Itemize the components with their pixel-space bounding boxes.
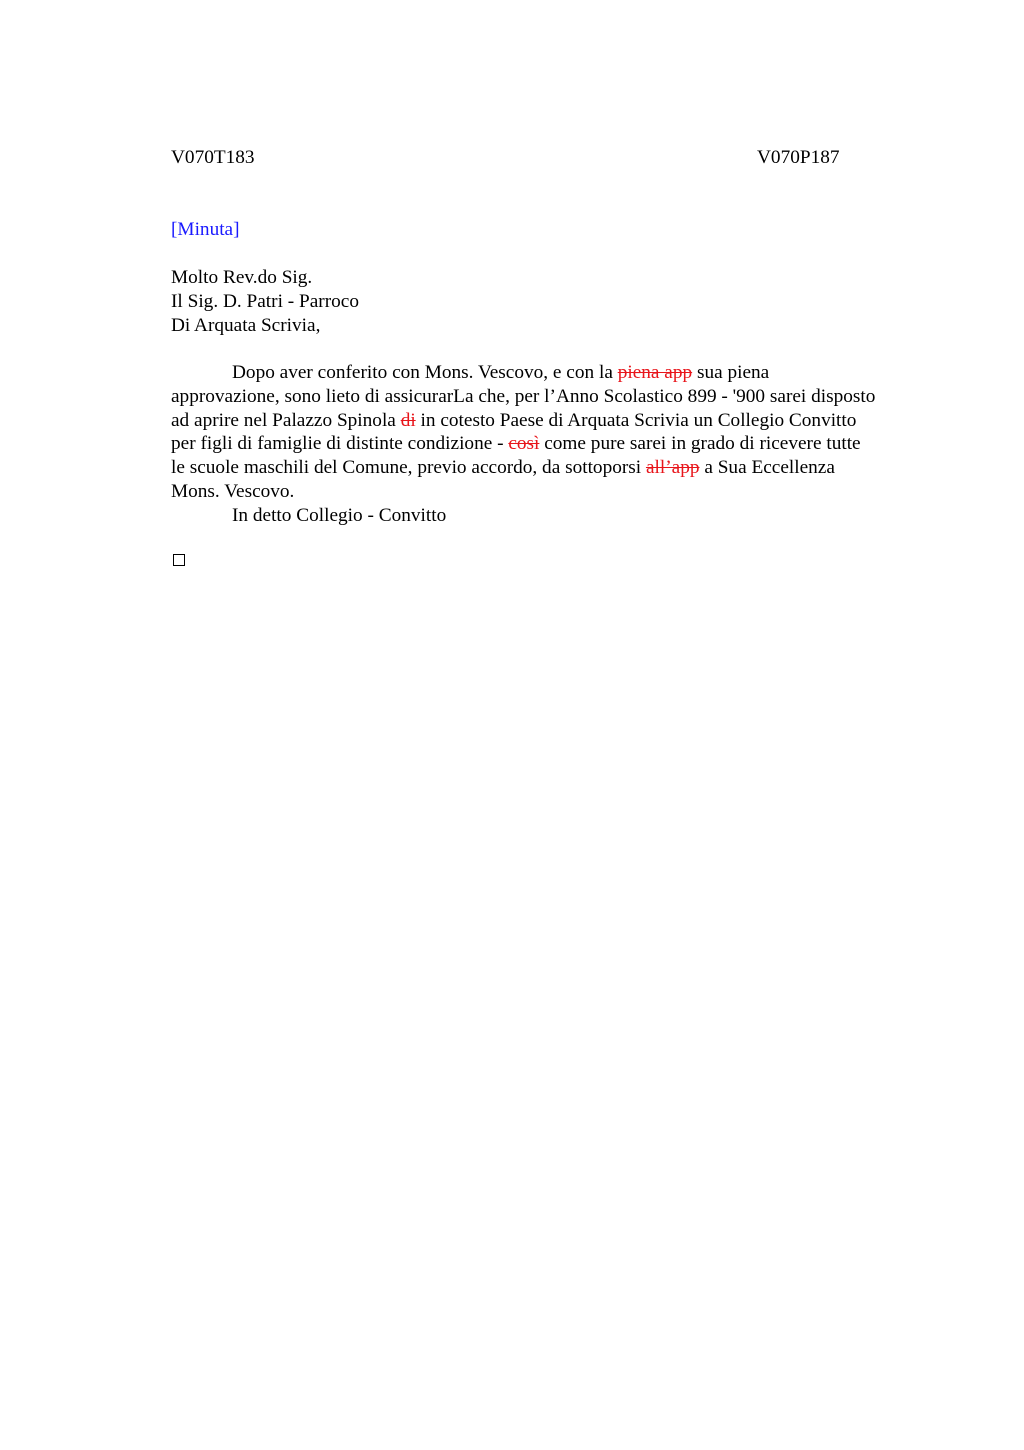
letter-body bbox=[171, 361, 927, 528]
body-line: Mons. Vescovo. bbox=[171, 480, 295, 502]
body-line bbox=[171, 361, 927, 385]
address-block bbox=[171, 266, 359, 338]
body-text: come pure sarei in grado di ricevere tutte bbox=[539, 433, 861, 455]
body-text: in cotesto Paese di Arquata Scrivia un Collegio Convitto bbox=[415, 409, 857, 431]
deleted-text: di bbox=[400, 409, 416, 431]
body-line bbox=[171, 456, 927, 480]
body-text: ad aprire nel Palazzo Spinola bbox=[171, 409, 401, 431]
body-text: per figli di famiglie di distinte condizione - bbox=[171, 433, 509, 455]
body-text: Dopo aver conferito con Mons. Vescovo, e con la bbox=[232, 362, 618, 383]
body-line: approvazione, sono lieto di assicurarLa che, per l’Anno Scolastico 899 - '900 sarei disposto bbox=[171, 385, 876, 407]
body-text: le scuole maschili del Comune, previo accordo, da sottoporsi bbox=[171, 457, 646, 479]
deleted-text: così bbox=[508, 433, 540, 455]
deleted-text: piena app bbox=[617, 362, 693, 383]
body-text: a Sua Eccellenza bbox=[699, 457, 835, 479]
body-line bbox=[171, 409, 927, 433]
body-line bbox=[171, 432, 927, 456]
document-code-right: V070P187 bbox=[757, 147, 840, 168]
minuta-label: [Minuta] bbox=[171, 219, 240, 240]
address-line: Di Arquata Scrivia, bbox=[171, 315, 321, 336]
address-line: Il Sig. D. Patri - Parroco bbox=[171, 291, 359, 312]
body-line: In detto Collegio - Convitto bbox=[232, 504, 447, 526]
address-line: Molto Rev.do Sig. bbox=[171, 267, 313, 288]
checkbox-icon bbox=[173, 554, 185, 566]
body-text: sua piena bbox=[692, 362, 770, 383]
deleted-text: all’app bbox=[645, 457, 700, 479]
document-code-left: V070T183 bbox=[171, 147, 255, 168]
